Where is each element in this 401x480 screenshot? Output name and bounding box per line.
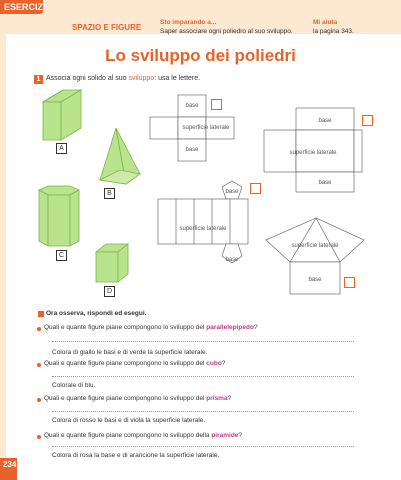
instruction-1: Colora di giallo le basi e di verde la superficie laterale. bbox=[52, 349, 208, 356]
answer-line[interactable] bbox=[52, 341, 354, 342]
question-4: Quali e quante figure piane compongono lo sviluppo della piramide? bbox=[44, 432, 243, 439]
instruction-2: Colorale di blu. bbox=[52, 382, 96, 389]
questions-heading: Ora osserva, rispondi ed esegui. bbox=[46, 310, 147, 317]
questions-marker bbox=[38, 311, 44, 317]
solid-b-pyramid bbox=[100, 128, 140, 184]
question-bullet bbox=[37, 435, 41, 439]
prism-net-label-top: base bbox=[225, 189, 239, 195]
answer-line[interactable] bbox=[52, 376, 354, 377]
answer-box-prism[interactable] bbox=[250, 183, 261, 194]
solid-d-cube bbox=[96, 244, 128, 282]
exercise-number: 1 bbox=[34, 75, 43, 84]
answer-box-cube[interactable] bbox=[211, 99, 222, 110]
question-bullet bbox=[37, 363, 41, 367]
prism-net-label-lateral: superficie laterale bbox=[179, 226, 227, 232]
instruction-3: Colora di rosso le basi e di viola la superficie laterale. bbox=[52, 417, 206, 424]
section-tab: ESERCIZI bbox=[0, 0, 43, 14]
section-name: SPAZIO E FIGURE bbox=[72, 23, 142, 32]
help-reference: la pagina 343. bbox=[313, 28, 354, 35]
cube-net-label-top: base bbox=[185, 103, 199, 109]
solid-label-a: A bbox=[56, 143, 67, 154]
parallelepiped-net-label-top: base bbox=[318, 118, 332, 124]
help-title: Mi aiuta bbox=[313, 19, 338, 26]
solid-c-prism bbox=[39, 186, 79, 246]
instruction-4: Colora di rosa la base e di arancione la superficie laterale. bbox=[52, 452, 220, 459]
pyramid-net-label-base: base bbox=[308, 277, 322, 283]
solid-label-c: C bbox=[56, 250, 67, 261]
question-2: Quali e quante figure piane compongono lo sviluppo del cubo? bbox=[44, 360, 226, 367]
solid-label-b: B bbox=[104, 188, 115, 199]
pyramid-net-label-lateral: superficie laterale bbox=[291, 243, 339, 249]
question-bullet bbox=[37, 398, 41, 402]
question-bullet bbox=[37, 327, 41, 331]
answer-box-pyramid[interactable] bbox=[344, 277, 355, 288]
solid-label-d: D bbox=[104, 286, 115, 297]
cube-net-label-bottom: base bbox=[185, 147, 199, 153]
parallelepiped-net-label-lateral: superficie laterale bbox=[289, 150, 337, 156]
question-3: Quali e quante figure piane compongono lo sviluppo del prisma? bbox=[44, 395, 232, 402]
cube-net-label-lateral: superficie laterale bbox=[182, 125, 230, 131]
parallelepiped-net-label-bottom: base bbox=[318, 180, 332, 186]
answer-box-parallelepiped[interactable] bbox=[362, 115, 373, 126]
answer-line[interactable] bbox=[52, 411, 354, 412]
learning-goal-text: Saper associare ogni poliedro al suo sviluppo. bbox=[160, 28, 293, 35]
prism-net-label-bottom: base bbox=[225, 257, 239, 263]
page-title: Lo sviluppo dei poliedri bbox=[105, 46, 296, 65]
learning-goal-title: Sto imparando a... bbox=[160, 19, 217, 26]
page-number: 234 bbox=[3, 460, 17, 469]
solid-a-parallelepiped bbox=[43, 90, 81, 140]
question-1: Quali e quante figure piane compongono lo sviluppo del parallelepipedo? bbox=[44, 324, 258, 331]
answer-line[interactable] bbox=[52, 446, 354, 447]
exercise-instruction: Associa ogni solido al suo sviluppo: usa le lettere. bbox=[46, 75, 201, 82]
